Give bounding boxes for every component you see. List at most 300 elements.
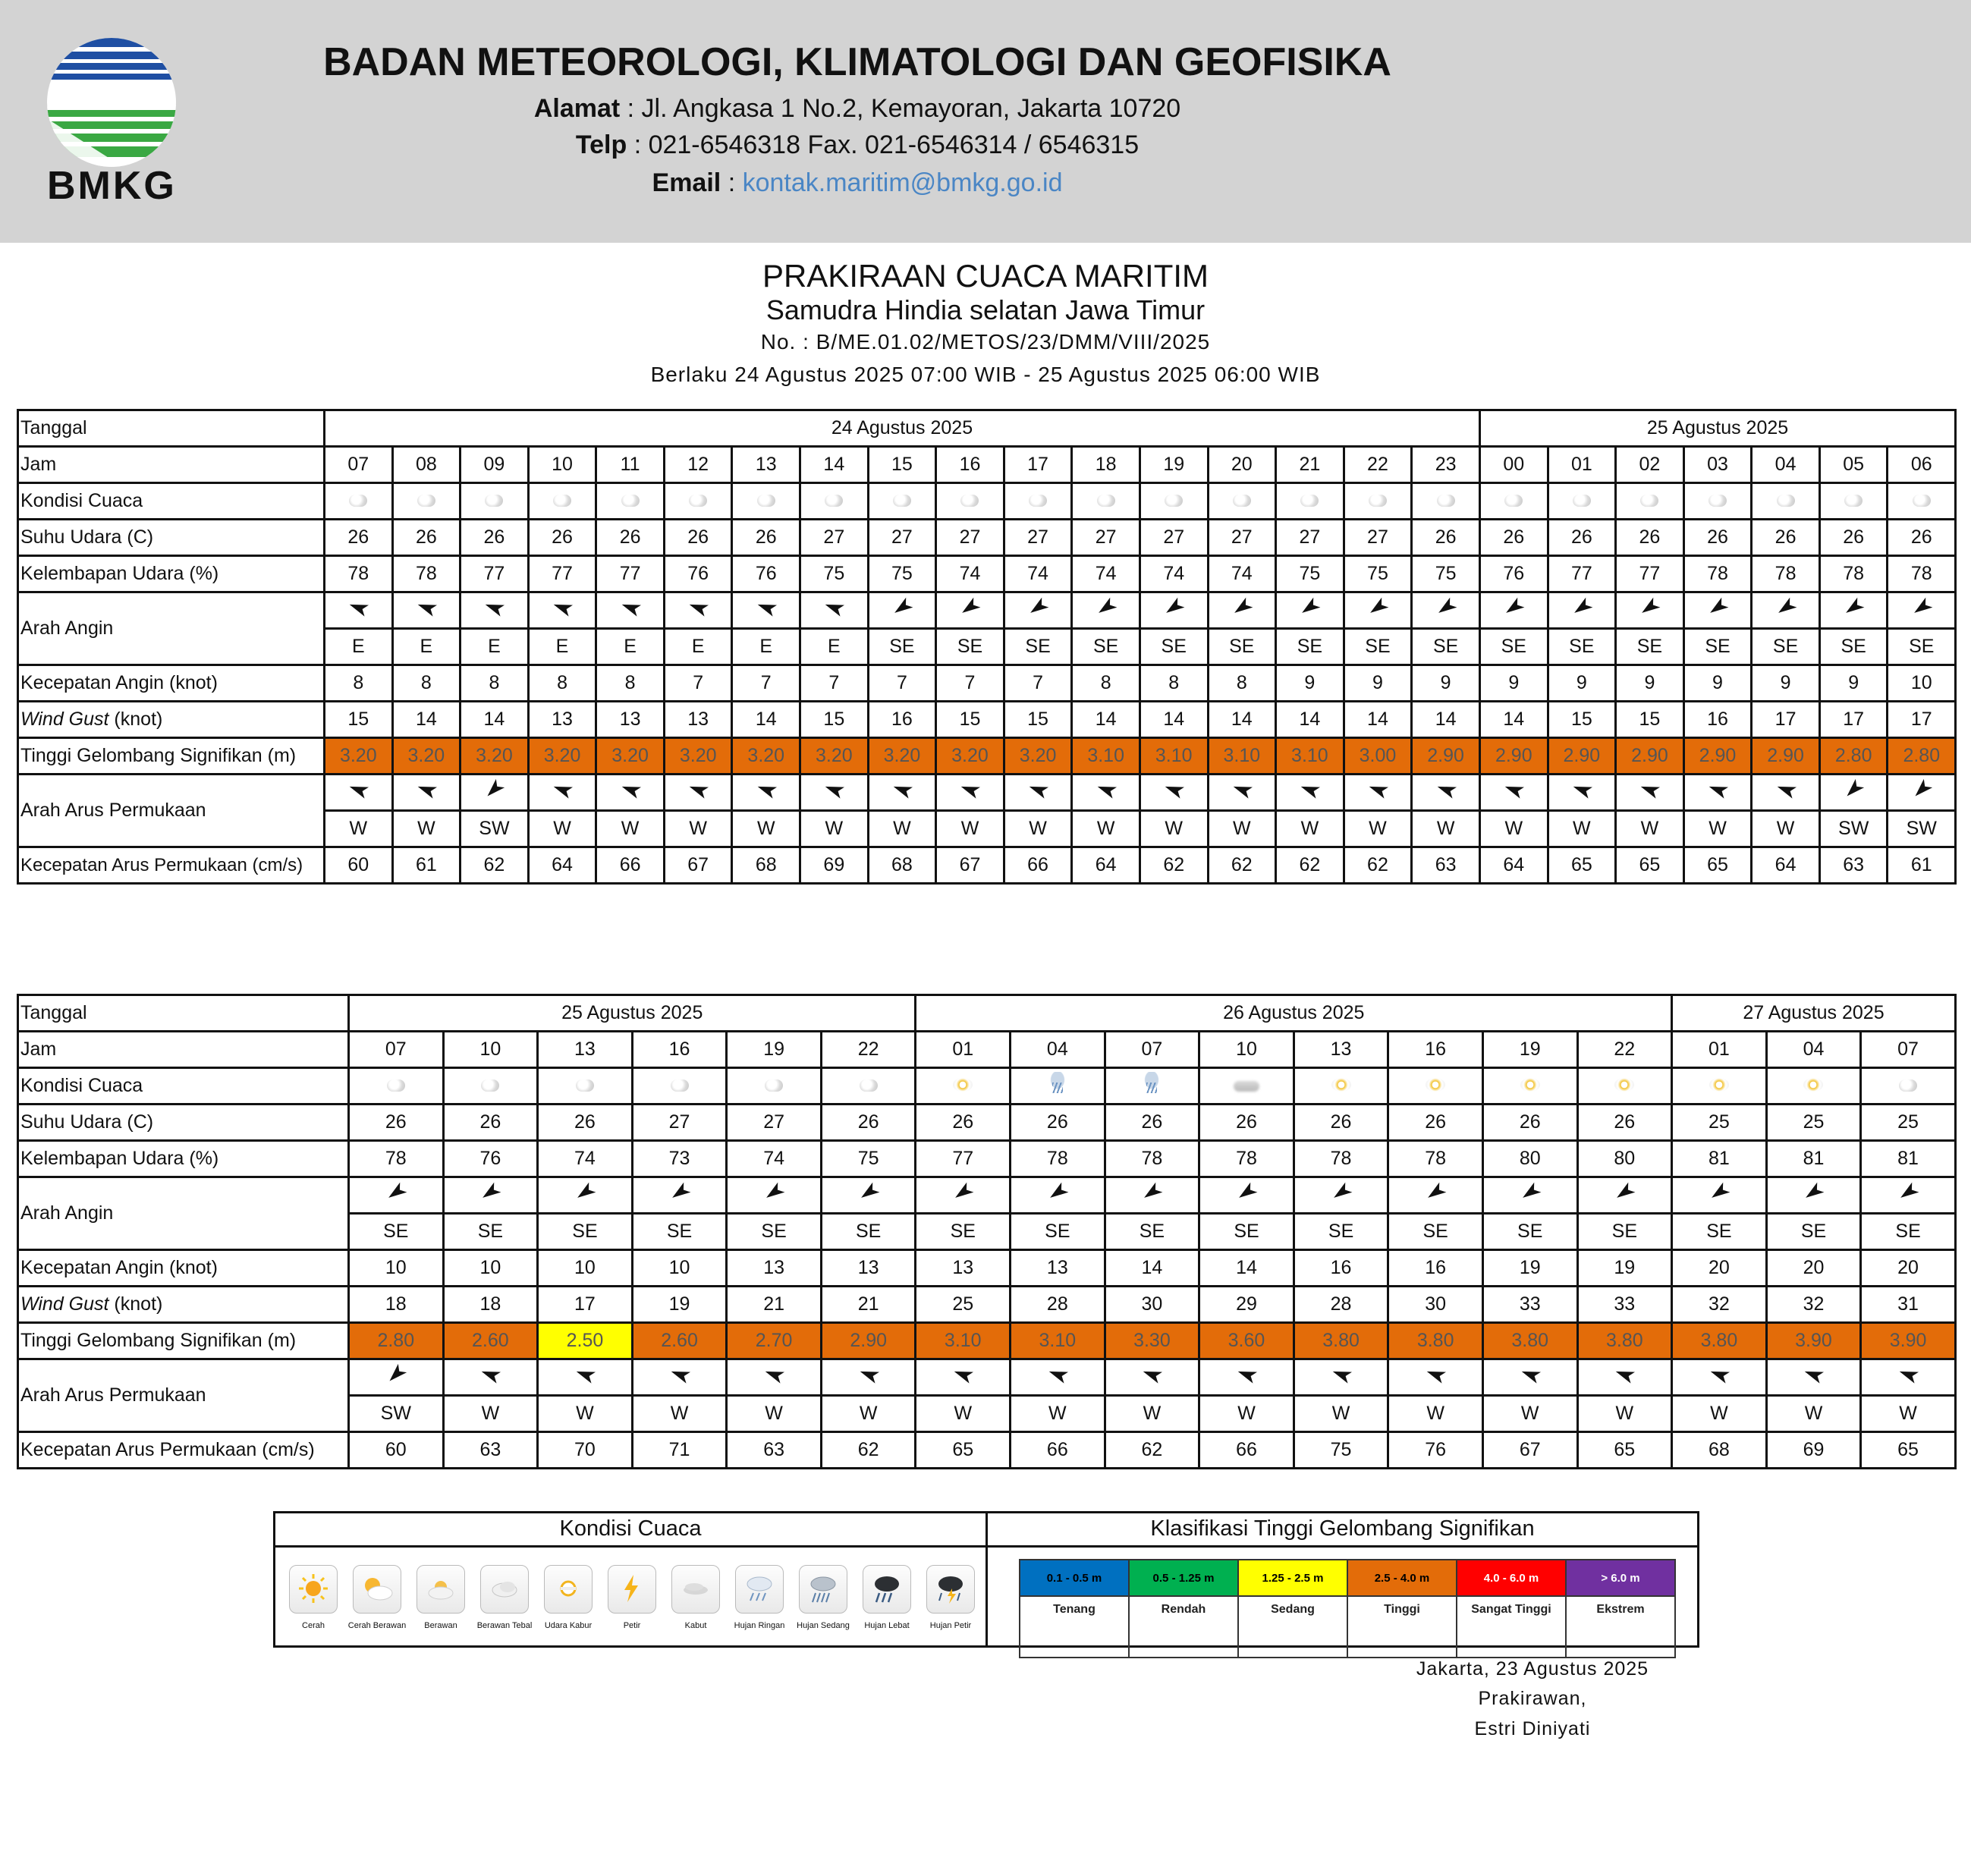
- udara-kabur-icon: [1294, 1068, 1388, 1105]
- berawan-tebal-icon: [1819, 483, 1888, 520]
- temp-cell: 27: [1276, 520, 1344, 556]
- current-dir-cell: SW: [349, 1396, 444, 1432]
- temp-cell: 26: [1388, 1105, 1483, 1141]
- hujan-ringan-icon: [1105, 1068, 1199, 1105]
- hour-cell: 10: [443, 1032, 538, 1068]
- gust-cell: 18: [443, 1287, 538, 1323]
- current-dir-cell: W: [1752, 811, 1820, 847]
- wind-dir-cell: SE: [1140, 629, 1208, 665]
- wave-class-table: [1019, 1559, 1676, 1658]
- current-speed-cell: 69: [800, 847, 869, 884]
- wind-arrow-icon: [596, 592, 665, 629]
- current-speed-cell: 61: [392, 847, 461, 884]
- humidity-cell: 78: [1105, 1141, 1199, 1177]
- wind-speed-cell: 10: [349, 1250, 444, 1287]
- weather-legend-title: Kondisi Cuaca: [275, 1513, 986, 1548]
- hour-cell: 06: [1888, 447, 1956, 483]
- weather-legend-item: [919, 1565, 982, 1630]
- current-arrow-icon: [868, 775, 936, 811]
- wave-row: [18, 738, 1956, 775]
- wave-cell: 3.20: [664, 738, 732, 775]
- humidity-cell: 80: [1577, 1141, 1672, 1177]
- current-dir-cell: W: [392, 811, 461, 847]
- wind-speed-cell: 13: [821, 1250, 916, 1287]
- email-link[interactable]: kontak.maritim@bmkg.go.id: [742, 168, 1063, 197]
- current-dir-cell: W: [1294, 1396, 1388, 1432]
- current-speed-cell: 68: [732, 847, 800, 884]
- wave-class-name: Sedang: [1238, 1596, 1347, 1658]
- current-speed-cell: 67: [1482, 1432, 1577, 1469]
- wave-class-range: 0.5 - 1.25 m: [1129, 1560, 1238, 1596]
- hour-cell: 13: [732, 447, 800, 483]
- gust-cell: 30: [1388, 1287, 1483, 1323]
- gust-label-unit: (knot): [108, 709, 163, 730]
- current-speed-cell: 67: [936, 847, 1004, 884]
- wind-arrow-icon: [936, 592, 1004, 629]
- forecast-table-hourly: [17, 409, 1957, 885]
- email-line: [250, 168, 1464, 198]
- udara-kabur-icon: [1766, 1068, 1861, 1105]
- current-speed-row: [18, 1432, 1956, 1469]
- validity-period: Berlaku 24 Agustus 2025 07:00 WIB - 25 Agustus 2025 06:00 WIB: [650, 363, 1321, 386]
- humidity-cell: 77: [596, 556, 665, 592]
- temp-cell: 26: [392, 520, 461, 556]
- humidity-cell: 78: [1388, 1141, 1483, 1177]
- current-arrow-icon: [1683, 775, 1752, 811]
- current-speed-row: [18, 847, 1956, 884]
- current-dir-cell: W: [1548, 811, 1616, 847]
- date-header: 26 Agustus 2025: [916, 995, 1672, 1032]
- temp-cell: 25: [1672, 1105, 1767, 1141]
- row-label-date: Tanggal: [18, 410, 325, 447]
- wave-cell: 2.50: [538, 1323, 633, 1359]
- temp-cell: 25: [1861, 1105, 1956, 1141]
- date-header: 25 Agustus 2025: [349, 995, 916, 1032]
- gust-cell: 13: [664, 702, 732, 738]
- wind-dir-cell: SE: [1388, 1214, 1483, 1250]
- wind-arrow-icon: [1004, 592, 1072, 629]
- wind-dir-cell: SE: [1616, 629, 1684, 665]
- humidity-cell: 75: [868, 556, 936, 592]
- wind-arrow-icon: [916, 1177, 1011, 1214]
- current-arrow-icon: [800, 775, 869, 811]
- wind-dir-cell: SE: [1888, 629, 1956, 665]
- current-dir-cell: W: [732, 811, 800, 847]
- wave-cell: 3.10: [1208, 738, 1276, 775]
- wind-speed-cell: 13: [727, 1250, 822, 1287]
- humidity-cell: 75: [1276, 556, 1344, 592]
- temp-row: [18, 1105, 1956, 1141]
- wind-speed-cell: 9: [1276, 665, 1344, 702]
- wind-dir-cell: SE: [1105, 1214, 1199, 1250]
- gust-label-unit: (knot): [108, 1293, 163, 1315]
- temp-cell: 27: [1208, 520, 1276, 556]
- wind-speed-cell: 8: [1140, 665, 1208, 702]
- wind-arrow-icon: [392, 592, 461, 629]
- wind-speed-cell: 14: [1199, 1250, 1294, 1287]
- gust-cell: 17: [538, 1287, 633, 1323]
- current-dir-cell: W: [1412, 811, 1480, 847]
- current-dir-cell: W: [868, 811, 936, 847]
- temp-cell: 26: [1888, 520, 1956, 556]
- gust-cell: 29: [1199, 1287, 1294, 1323]
- current-dir-cell: SW: [1888, 811, 1956, 847]
- date-header: 25 Agustus 2025: [1479, 410, 1955, 447]
- row-label-hours: Jam: [18, 447, 325, 483]
- wind-dir-cell: SE: [1482, 1214, 1577, 1250]
- current-arrow-icon: [936, 775, 1004, 811]
- row-label-wind_speed: Kecepatan Angin (knot): [18, 665, 325, 702]
- hour-cell: 23: [1412, 447, 1480, 483]
- gust-cell: 31: [1861, 1287, 1956, 1323]
- berawan-tebal-icon: [1004, 483, 1072, 520]
- current-dir-cell: W: [1140, 811, 1208, 847]
- wind-dir-cell: SE: [1412, 629, 1480, 665]
- wind-arrow-icon: [1672, 1177, 1767, 1214]
- udara-kabur-icon: [1482, 1068, 1577, 1105]
- email-label: Email: [652, 168, 721, 197]
- current-speed-cell: 64: [528, 847, 596, 884]
- wind-arrow-icon: [1616, 592, 1684, 629]
- row-label-wind-dir: Arah Angin: [18, 592, 325, 665]
- current-speed-cell: 65: [1861, 1432, 1956, 1469]
- wind-arrow-icon: [732, 592, 800, 629]
- gust-cell: 13: [596, 702, 665, 738]
- berawan-tebal-icon: [392, 483, 461, 520]
- hujan-sedang-icon: [799, 1565, 847, 1614]
- gust-cell: 18: [349, 1287, 444, 1323]
- date-row: [18, 410, 1956, 447]
- wind-speed-cell: 13: [916, 1250, 1011, 1287]
- wind-speed-cell: 9: [1412, 665, 1480, 702]
- current-dir-cell: W: [1482, 1396, 1577, 1432]
- gust-cell: 14: [461, 702, 529, 738]
- current-arrow-icon: [1548, 775, 1616, 811]
- wind-speed-cell: 7: [1004, 665, 1072, 702]
- gust-cell: 15: [1004, 702, 1072, 738]
- berawan-tebal-icon: [1412, 483, 1480, 520]
- current-dir-cell: W: [1011, 1396, 1105, 1432]
- gust-cell: 17: [1888, 702, 1956, 738]
- current-speed-cell: 60: [349, 1432, 444, 1469]
- humidity-cell: 81: [1672, 1141, 1767, 1177]
- wind-arrow-icon: [821, 1177, 916, 1214]
- wave-cell: 3.10: [1276, 738, 1344, 775]
- current-speed-cell: 66: [1004, 847, 1072, 884]
- humidity-cell: 77: [1616, 556, 1684, 592]
- berawan-tebal-icon: [443, 1068, 538, 1105]
- wind-speed-cell: 19: [1482, 1250, 1577, 1287]
- berawan-tebal-icon: [1616, 483, 1684, 520]
- current-arrow-icon: [1388, 1359, 1483, 1396]
- email-separator: :: [728, 168, 736, 197]
- current-arrow-icon: [596, 775, 665, 811]
- wind-dir-cell: E: [664, 629, 732, 665]
- wave-cell: 3.20: [936, 738, 1004, 775]
- berawan-tebal-icon: [596, 483, 665, 520]
- wind-arrow-icon: [1294, 1177, 1388, 1214]
- current-speed-cell: 62: [1140, 847, 1208, 884]
- berawan-tebal-icon: [632, 1068, 727, 1105]
- berawan-tebal-icon: [664, 483, 732, 520]
- wave-cell: 2.80: [349, 1323, 444, 1359]
- hour-cell: 13: [1294, 1032, 1388, 1068]
- humidity-cell: 77: [461, 556, 529, 592]
- hour-cell: 17: [1004, 447, 1072, 483]
- current-dir-cell: W: [1861, 1396, 1956, 1432]
- current-dir-cell: W: [1616, 811, 1684, 847]
- temp-cell: 26: [461, 520, 529, 556]
- wave-cell: 3.10: [1140, 738, 1208, 775]
- wind-dir-cell: SE: [821, 1214, 916, 1250]
- temp-cell: 26: [1752, 520, 1820, 556]
- wind-speed-cell: 9: [1479, 665, 1548, 702]
- gust-cell: 14: [1140, 702, 1208, 738]
- phone-line: [250, 130, 1464, 160]
- humidity-cell: 75: [800, 556, 869, 592]
- humidity-cell: 78: [1819, 556, 1888, 592]
- hour-cell: 09: [461, 447, 529, 483]
- hour-cell: 07: [1105, 1032, 1199, 1068]
- temp-cell: 25: [1766, 1105, 1861, 1141]
- hour-cell: 07: [1861, 1032, 1956, 1068]
- hour-row: [18, 1032, 1956, 1068]
- wave-cell: 3.10: [916, 1323, 1011, 1359]
- row-label-temp: Suhu Udara (C): [18, 520, 325, 556]
- wind-dir-cell: SE: [632, 1214, 727, 1250]
- wind-speed-cell: 10: [538, 1250, 633, 1287]
- current-dir-cell: W: [1004, 811, 1072, 847]
- row-label-weather: Kondisi Cuaca: [18, 1068, 349, 1105]
- legend-box: [273, 1511, 1699, 1648]
- phone-label: Telp: [575, 130, 627, 159]
- humidity-cell: 77: [528, 556, 596, 592]
- current-speed-cell: 66: [1011, 1432, 1105, 1469]
- wave-cell: 3.30: [1105, 1323, 1199, 1359]
- current-dir-cell: W: [1276, 811, 1344, 847]
- temp-cell: 27: [1344, 520, 1412, 556]
- wind-arrow-icon: [664, 592, 732, 629]
- hour-cell: 18: [1072, 447, 1140, 483]
- current-speed-cell: 65: [1548, 847, 1616, 884]
- current-arrow-icon: [1888, 775, 1956, 811]
- hour-cell: 10: [528, 447, 596, 483]
- weather-legend-label: Cerah: [302, 1621, 325, 1630]
- gust-cell: 15: [325, 702, 393, 738]
- wave-class-range: > 6.0 m: [1566, 1560, 1675, 1596]
- row-label-current-dir: Arah Arus Permukaan: [18, 1359, 349, 1432]
- current-speed-cell: 67: [664, 847, 732, 884]
- wind-speed-cell: 8: [596, 665, 665, 702]
- hujan-lebat-icon: [863, 1565, 911, 1614]
- berawan-tebal-icon: [1752, 483, 1820, 520]
- wind-speed-cell: 7: [868, 665, 936, 702]
- wave-cell: 3.20: [732, 738, 800, 775]
- current-dir-cell: W: [821, 1396, 916, 1432]
- berawan-tebal-icon: [732, 483, 800, 520]
- gust-cell: 17: [1819, 702, 1888, 738]
- humidity-cell: 76: [732, 556, 800, 592]
- berawan-tebal-icon: [1888, 483, 1956, 520]
- gust-cell: 15: [936, 702, 1004, 738]
- current-dir-cell: W: [1344, 811, 1412, 847]
- gust-cell: 28: [1294, 1287, 1388, 1323]
- hour-cell: 21: [1276, 447, 1344, 483]
- wave-cell: 3.20: [596, 738, 665, 775]
- wind-dir-cell: SE: [1752, 629, 1820, 665]
- wind-speed-cell: 8: [325, 665, 393, 702]
- hour-cell: 03: [1683, 447, 1752, 483]
- weather-legend-item: [536, 1565, 600, 1630]
- current-speed-cell: 63: [727, 1432, 822, 1469]
- current-arrow-icon: [1819, 775, 1888, 811]
- gust-cell: 21: [727, 1287, 822, 1323]
- gust-row: [18, 702, 1956, 738]
- weather-legend-label: Kabut: [684, 1621, 707, 1630]
- wind-dir-cell: SE: [1819, 629, 1888, 665]
- current-arrow-icon: [349, 1359, 444, 1396]
- wind-dir-cell: SE: [443, 1214, 538, 1250]
- hujan-ringan-icon: [735, 1565, 784, 1614]
- gust-label-em: Wind Gust: [20, 709, 109, 730]
- berawan-tebal-icon: [325, 483, 393, 520]
- wind-arrow-icon: [1752, 592, 1820, 629]
- wind-speed-cell: 8: [1072, 665, 1140, 702]
- humidity-row: [18, 556, 1956, 592]
- wind-arrow-icon: [1388, 1177, 1483, 1214]
- current-arrow-icon: [1208, 775, 1276, 811]
- wind-speed-cell: 16: [1388, 1250, 1483, 1287]
- gust-cell: 13: [528, 702, 596, 738]
- wind-speed-cell: 10: [443, 1250, 538, 1287]
- humidity-cell: 74: [1208, 556, 1276, 592]
- wind-speed-cell: 9: [1819, 665, 1888, 702]
- current-speed-cell: 65: [1683, 847, 1752, 884]
- temp-cell: 26: [916, 1105, 1011, 1141]
- temp-row: [18, 520, 1956, 556]
- wind-arrow-icon: [868, 592, 936, 629]
- current-dir-cell: W: [916, 1396, 1011, 1432]
- wave-class-range: 4.0 - 6.0 m: [1457, 1560, 1566, 1596]
- temp-cell: 26: [1577, 1105, 1672, 1141]
- current-arrow-icon: [1011, 1359, 1105, 1396]
- wind-dir-cell: SE: [1344, 629, 1412, 665]
- row-label-temp: Suhu Udara (C): [18, 1105, 349, 1141]
- current-speed-cell: 68: [868, 847, 936, 884]
- gust-cell: 15: [1616, 702, 1684, 738]
- hour-cell: 16: [1388, 1032, 1483, 1068]
- hour-cell: 22: [1577, 1032, 1672, 1068]
- wave-cell: 2.90: [1548, 738, 1616, 775]
- wind-arrow-icon: [1482, 1177, 1577, 1214]
- hour-cell: 20: [1208, 447, 1276, 483]
- temp-cell: 26: [1616, 520, 1684, 556]
- hour-cell: 19: [1140, 447, 1208, 483]
- row-label-wave: Tinggi Gelombang Signifikan (m): [18, 1323, 349, 1359]
- berawan-tebal-icon: [727, 1068, 822, 1105]
- humidity-cell: 81: [1766, 1141, 1861, 1177]
- wind-speed-cell: 9: [1752, 665, 1820, 702]
- cerah-berawan-icon: [353, 1565, 401, 1614]
- row-label-current-speed: Kecepatan Arus Permukaan (cm/s): [18, 1432, 349, 1469]
- current-arrow-icon: [1140, 775, 1208, 811]
- phone-value: : 021-6546318 Fax. 021-6546314 / 6546315: [633, 130, 1140, 159]
- berawan-tebal-icon: [538, 1068, 633, 1105]
- humidity-cell: 78: [1199, 1141, 1294, 1177]
- wave-cell: 3.60: [1199, 1323, 1294, 1359]
- current-dir-cell: W: [664, 811, 732, 847]
- wind-dir-cell: E: [800, 629, 869, 665]
- hour-cell: 04: [1766, 1032, 1861, 1068]
- hour-cell: 13: [538, 1032, 633, 1068]
- wave-cell: 3.80: [1294, 1323, 1388, 1359]
- current-dir-cell: W: [1072, 811, 1140, 847]
- gust-cell: 32: [1766, 1287, 1861, 1323]
- row-label-date: Tanggal: [18, 995, 349, 1032]
- temp-cell: 26: [325, 520, 393, 556]
- current-speed-cell: 65: [1577, 1432, 1672, 1469]
- wind-dir-cell: SE: [727, 1214, 822, 1250]
- wind-speed-cell: 8: [392, 665, 461, 702]
- wind-dir-cell: SE: [1577, 1214, 1672, 1250]
- udara-kabur-icon: [1672, 1068, 1767, 1105]
- udara-kabur-icon: [544, 1565, 593, 1614]
- current-dir-cell: SW: [461, 811, 529, 847]
- humidity-cell: 75: [1344, 556, 1412, 592]
- temp-cell: 26: [1412, 520, 1480, 556]
- wave-cell: 3.20: [325, 738, 393, 775]
- current-dir-cell: W: [727, 1396, 822, 1432]
- hour-row: [18, 447, 1956, 483]
- wind-speed-cell: 20: [1766, 1250, 1861, 1287]
- wind-arrow-icon: [1344, 592, 1412, 629]
- wind-dir-cell: SE: [1672, 1214, 1767, 1250]
- berawan-tebal-icon: [480, 1565, 529, 1614]
- wind-speed-cell: 9: [1344, 665, 1412, 702]
- current-speed-cell: 69: [1766, 1432, 1861, 1469]
- current-dir-cell: W: [443, 1396, 538, 1432]
- wind-dir-cell: SE: [1479, 629, 1548, 665]
- doc-number: No. : B/ME.01.02/METOS/23/DMM/VIII/2025: [760, 330, 1211, 354]
- wave-cell: 2.90: [1683, 738, 1752, 775]
- wind-dir-arrow-row: [18, 1177, 1956, 1214]
- wind-dir-cell: E: [392, 629, 461, 665]
- wave-row: [18, 1323, 1956, 1359]
- row-label-humidity: Kelembapan Udara (%): [18, 556, 325, 592]
- wind-speed-cell: 8: [1208, 665, 1276, 702]
- wind-dir-cell: SE: [1011, 1214, 1105, 1250]
- wind-arrow-icon: [1683, 592, 1752, 629]
- temp-cell: 26: [443, 1105, 538, 1141]
- wind-dir-cell: SE: [936, 629, 1004, 665]
- berawan-tebal-icon: [528, 483, 596, 520]
- hour-cell: 07: [325, 447, 393, 483]
- current-dir-cell: W: [800, 811, 869, 847]
- current-speed-cell: 62: [1344, 847, 1412, 884]
- gust-cell: 17: [1752, 702, 1820, 738]
- temp-cell: 26: [349, 1105, 444, 1141]
- weather-legend-label: Berawan: [424, 1621, 457, 1630]
- wave-cell: 2.70: [727, 1323, 822, 1359]
- wave-cell: 2.60: [632, 1323, 727, 1359]
- current-dir-cell: W: [538, 1396, 633, 1432]
- humidity-cell: 76: [443, 1141, 538, 1177]
- current-dir-cell: W: [1683, 811, 1752, 847]
- weather-legend-label: Cerah Berawan: [347, 1621, 407, 1630]
- humidity-cell: 77: [916, 1141, 1011, 1177]
- humidity-cell: 74: [936, 556, 1004, 592]
- current-arrow-icon: [1482, 1359, 1577, 1396]
